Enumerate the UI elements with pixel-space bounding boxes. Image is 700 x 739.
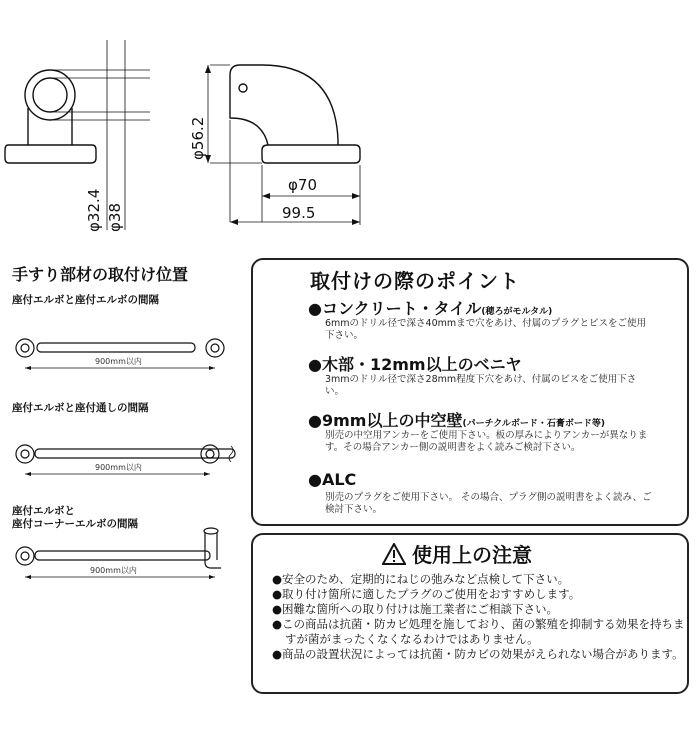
dim-d56: φ56.2	[189, 116, 207, 160]
point-body-4: 別売のプラグをご使用下さい。 その場合、プラグ側の説明書をよく読み、ご検討下さい。	[325, 492, 652, 515]
dim-d70: φ70	[288, 176, 317, 194]
caution-item-1: ●安全のため、定期的にねじの弛みなど点検して下さい。	[272, 572, 570, 586]
point-head-1	[308, 296, 552, 319]
point-note-1: (穂ろがモルタル)	[481, 307, 553, 317]
position-label-3a: 座付エルボと	[12, 505, 75, 517]
caution-list	[272, 572, 692, 662]
point-body-1: 6mmのドリル径で深さ40mmまで穴をあけ、付属のプラグとビスをご使用下さい。	[325, 318, 646, 341]
point-head-2-text: ●木部・12mm以上のベニヤ	[308, 355, 522, 374]
point-head-2	[308, 352, 522, 375]
rail-diagram-2	[5, 436, 240, 481]
caution-title: 使用上の注意	[412, 543, 532, 567]
point-head-1-text: ●コンクリート・タイル	[308, 299, 482, 318]
position-label-1: 座付エルボと座付エルボの間隔	[12, 294, 159, 306]
point-head-3-text: ●9mm以上の中空壁	[308, 411, 463, 430]
rail-diagram-3	[5, 522, 235, 587]
rail-span-3: 900mm以内	[90, 566, 137, 575]
position-label-3b: 座付コーナーエルボの間隔	[12, 518, 138, 530]
rail-span-2: 900mm以内	[95, 463, 142, 472]
caution-item-2: ●取り付け箇所に適したプラグのご使用をおすすめします。	[272, 587, 581, 601]
caution-item-5: ●商品の設置状況によっては抗菌・防カビの効果がえられない場合があります。	[272, 647, 684, 661]
points-title: 取付けの際のポイント	[310, 269, 520, 293]
caution-title-row	[382, 539, 532, 568]
point-head-4-text: ●ALC	[308, 470, 357, 489]
point-head-3	[308, 408, 605, 431]
rail-diagram-1	[5, 330, 235, 375]
caution-item-3: ●困難な箇所への取り付けは施工業者にご相談下さい。	[272, 602, 559, 616]
position-label-2: 座付エルボと座付通しの間隔	[12, 402, 149, 414]
point-head-4	[308, 470, 356, 489]
point-body-3: 別売の中空用アンカーをご使用下さい。板の厚みによりアンカーが異なります。その場合アンカー側の説明書をよく読みご検討下さい。	[325, 430, 648, 453]
caution-item-4: ●この商品は抗菌・防カビ処理を施しており、菌の繁殖を抑制する効果を持ちますが菌がまったくなくなるわけではありません。	[272, 617, 685, 646]
point-note-3: (パーチクルボード・石膏ボード等)	[462, 419, 606, 429]
dim-995: 99.5	[282, 204, 316, 222]
rail-span-1: 900mm以内	[95, 357, 142, 366]
dim-d32: φ32.4	[85, 188, 103, 232]
point-body-2: 3mmのドリル径で深さ28mm程度下穴をあけ、付属のビスをご使用下さい。	[325, 374, 637, 397]
dim-d38: φ38	[106, 203, 124, 232]
warning-icon	[382, 543, 406, 565]
elbow-dimension-drawing	[0, 0, 700, 240]
positions-title: 手すり部材の取付け位置	[12, 265, 189, 284]
